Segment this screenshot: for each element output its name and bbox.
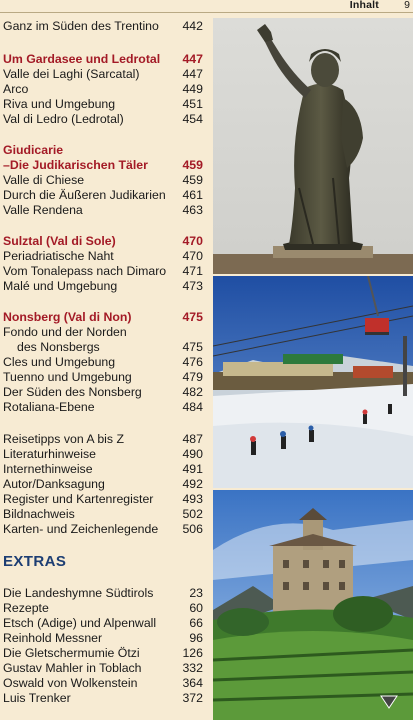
entry-title: Internethinweise <box>3 462 93 476</box>
toc-entry <box>3 111 203 127</box>
toc-heading <box>3 157 203 173</box>
entry-page: 475 <box>182 310 203 324</box>
toc-entry <box>3 690 203 706</box>
toc-entry <box>3 81 203 97</box>
toc-heading <box>3 309 203 325</box>
entry-title: Reisetipps von A bis Z <box>3 432 124 446</box>
toc-heading <box>3 51 203 67</box>
entry-page: 484 <box>182 400 203 414</box>
entry-title: Riva und Umgebung <box>3 97 116 111</box>
entry-title: Rezepte <box>3 601 49 615</box>
toc-entry <box>3 66 203 82</box>
entry-title: Arco <box>3 82 29 96</box>
entry-title: Um Gardasee und Ledrotal <box>3 52 161 66</box>
toc-entry <box>3 18 203 34</box>
toc-entry <box>3 384 203 400</box>
entry-title: Vom Tonalepass nach Dimaro <box>3 264 167 278</box>
entry-page: 487 <box>182 432 203 446</box>
entry-page: 447 <box>182 52 203 66</box>
entry-title: Giudicarie <box>3 143 64 157</box>
entry-title: Bildnachweis <box>3 507 75 521</box>
entry-page: 470 <box>182 234 203 248</box>
toc-entry <box>3 324 203 340</box>
entry-title: Valle Rendena <box>3 203 83 217</box>
entry-title: Ganz im Süden des Trentino <box>3 19 159 33</box>
entry-title: Literaturhinweise <box>3 447 96 461</box>
toc-entry <box>3 369 203 385</box>
entry-page: 66 <box>189 616 203 630</box>
entry-page: 442 <box>182 19 203 33</box>
entry-title: Rotaliana-Ebene <box>3 400 95 414</box>
entry-page: 490 <box>182 447 203 461</box>
entry-title: Autor/Danksagung <box>3 477 105 491</box>
entry-page: 372 <box>182 691 203 705</box>
entry-page: 364 <box>182 676 203 690</box>
entry-title: Valle di Chiese <box>3 173 85 187</box>
entry-title: Tuenno und Umgebung <box>3 370 132 384</box>
toc-entry <box>3 446 203 462</box>
entry-page: 447 <box>182 67 203 81</box>
toc-entry <box>3 675 203 691</box>
toc-entry <box>3 521 203 537</box>
entry-title: Durch die Äußeren Judikarien <box>3 188 166 202</box>
castle-photo <box>213 490 413 720</box>
entry-title: Etsch (Adige) und Alpenwall <box>3 616 157 630</box>
entry-title: Periadriatische Naht <box>3 249 114 263</box>
toc-entry <box>3 263 203 279</box>
entry-title: Oswald von Wolkenstein <box>3 676 138 690</box>
entry-page: 493 <box>182 492 203 506</box>
entry-title: Reinhold Messner <box>3 631 103 645</box>
entry-page: 332 <box>182 661 203 675</box>
toc-entry <box>3 615 203 631</box>
toc-entry <box>3 585 203 601</box>
entry-title: Val di Ledro (Ledrotal) <box>3 112 124 126</box>
entry-page: 449 <box>182 82 203 96</box>
entry-page: 475 <box>182 340 203 354</box>
entry-title: Malé und Umgebung <box>3 279 118 293</box>
toc-entry <box>3 645 203 661</box>
entry-page: 491 <box>182 462 203 476</box>
toc-entry <box>3 660 203 676</box>
entry-title: Die Landeshymne Südtirols <box>3 586 154 600</box>
photo-column <box>213 18 413 720</box>
entry-title: Valle dei Laghi (Sarcatal) <box>3 67 140 81</box>
toc-entry <box>3 506 203 522</box>
entry-page: 482 <box>182 385 203 399</box>
entry-page: 476 <box>182 355 203 369</box>
toc-entry <box>3 476 203 492</box>
entry-title: Der Süden des Nonsberg <box>3 385 142 399</box>
entry-title: Fondo und der Norden <box>3 325 127 339</box>
entry-page: 459 <box>182 158 203 172</box>
entry-page: 126 <box>182 646 203 660</box>
toc-entry <box>3 96 203 112</box>
entry-title: Nonsberg (Val di Non) <box>3 310 132 324</box>
entry-title: Gustav Mahler in Toblach <box>3 661 142 675</box>
entry-page: 492 <box>182 477 203 491</box>
toc-entry <box>3 278 203 294</box>
entry-title: Cles und Umgebung <box>3 355 116 369</box>
entry-page: 459 <box>182 173 203 187</box>
entry-title: Register und Kartenregister <box>3 492 154 506</box>
toc-entry <box>3 399 203 415</box>
entry-title: Karten- und Zeichenlegende <box>3 522 159 536</box>
toc-entry <box>3 461 203 477</box>
toc-heading <box>3 142 203 158</box>
toc-entry <box>3 491 203 507</box>
entry-title: Luis Trenker <box>3 691 71 705</box>
entry-title: Die Gletschermumie Ötzi <box>3 646 140 660</box>
entry-page: 470 <box>182 249 203 263</box>
statue-photo <box>213 18 413 274</box>
section-title: Inhalt <box>349 0 379 11</box>
entry-page: 463 <box>182 203 203 217</box>
toc-entry <box>3 600 203 616</box>
toc-entry <box>3 172 203 188</box>
entry-page: 471 <box>182 264 203 278</box>
toc-heading <box>3 233 203 249</box>
header-rule <box>0 12 413 13</box>
entry-title: Sulztal (Val di Sole) <box>3 234 116 248</box>
entry-page: 506 <box>182 522 203 536</box>
toc-entry <box>3 187 203 203</box>
entry-page: 502 <box>182 507 203 521</box>
entry-title: –Die Judikarischen Täler <box>3 158 148 172</box>
entry-page: 461 <box>182 188 203 202</box>
toc-entry <box>3 354 203 370</box>
entry-page: 23 <box>189 586 203 600</box>
extras-heading: EXTRAS <box>3 553 67 570</box>
toc-entry <box>3 431 203 447</box>
ski-photo <box>213 276 413 488</box>
table-of-contents <box>0 18 206 718</box>
entry-page: 451 <box>182 97 203 111</box>
entry-title: des Nonsbergs <box>17 340 100 354</box>
entry-page: 96 <box>189 631 203 645</box>
page-number: 9 <box>404 0 410 11</box>
toc-entry <box>3 339 203 355</box>
toc-entry <box>3 248 203 264</box>
toc-entry <box>3 202 203 218</box>
toc-entry <box>3 630 203 646</box>
entry-page: 60 <box>189 601 203 615</box>
entry-page: 479 <box>182 370 203 384</box>
entry-page: 454 <box>182 112 203 126</box>
entry-page: 473 <box>182 279 203 293</box>
